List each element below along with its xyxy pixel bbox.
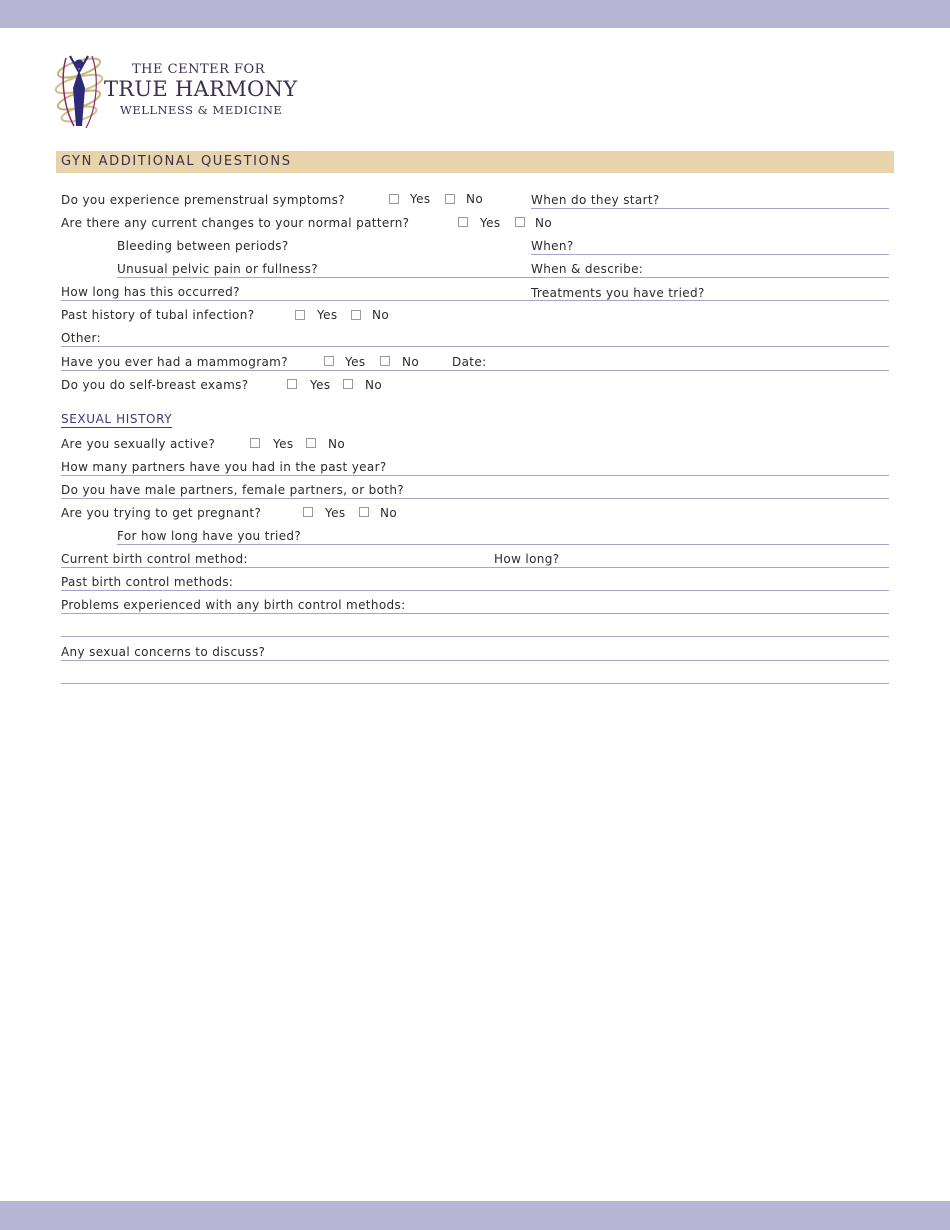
current-bc-label: Current birth control method: — [61, 552, 248, 566]
row-self-breast — [61, 373, 889, 396]
row-premenstrual — [61, 188, 889, 211]
self-breast-yes-label: Yes — [310, 378, 331, 392]
row-how-long-tried — [61, 524, 889, 547]
row-bleeding — [61, 234, 889, 257]
row-problems-bc — [61, 593, 889, 616]
problems-bc-label: Problems experienced with any birth control methods: — [61, 598, 406, 612]
changes-yes-checkbox[interactable] — [458, 217, 468, 227]
pregnant-no-checkbox[interactable] — [359, 507, 369, 517]
when-start-line[interactable] — [531, 208, 889, 209]
mammogram-yes-checkbox[interactable] — [324, 356, 334, 366]
row-other — [61, 326, 889, 349]
row-problems-bc-extra — [61, 616, 889, 639]
self-breast-yes-checkbox[interactable] — [287, 379, 297, 389]
how-long-occurred-line[interactable] — [61, 300, 889, 301]
changes-yes-label: Yes — [480, 216, 501, 230]
logo-line-1: THE CENTER FOR — [132, 62, 265, 77]
changes-label: Are there any current changes to your normal pattern? — [61, 216, 410, 230]
row-mammogram — [61, 350, 889, 373]
row-pregnant — [61, 501, 889, 524]
changes-no-label: No — [535, 216, 553, 230]
when-describe-label: When & describe: — [531, 262, 644, 276]
row-pelvic — [61, 257, 889, 280]
row-sexually-active — [61, 432, 889, 455]
pelvic-line[interactable] — [117, 277, 531, 278]
tubal-no-checkbox[interactable] — [351, 310, 361, 320]
logo-line-3: WELLNESS & MEDICINE — [120, 103, 283, 117]
section-header-bar — [56, 151, 894, 173]
current-bc-line[interactable] — [61, 567, 889, 568]
problems-bc-extra-line[interactable] — [61, 636, 889, 637]
sexual-history-heading: SEXUAL HISTORY — [61, 412, 173, 426]
partner-gender-label: Do you have male partners, female partners, or both? — [61, 483, 405, 497]
premenstrual-label: Do you experience premenstrual symptoms? — [61, 193, 345, 207]
changes-no-checkbox[interactable] — [515, 217, 525, 227]
other-line[interactable] — [61, 346, 889, 347]
bottom-band — [0, 1201, 950, 1230]
self-breast-label: Do you do self-breast exams? — [61, 378, 249, 392]
mammogram-no-checkbox[interactable] — [380, 356, 390, 366]
tubal-no-label: No — [372, 308, 390, 322]
past-bc-line[interactable] — [61, 590, 889, 591]
problems-bc-line[interactable] — [61, 613, 889, 614]
tubal-yes-checkbox[interactable] — [295, 310, 305, 320]
bleeding-label: Bleeding between periods? — [117, 239, 289, 253]
premenstrual-yes-label: Yes — [410, 192, 431, 206]
how-long-tried-line[interactable] — [117, 544, 889, 545]
top-band — [0, 0, 950, 28]
row-concerns — [61, 640, 889, 663]
partner-gender-line[interactable] — [61, 498, 889, 499]
partners-line[interactable] — [61, 475, 889, 476]
sexually-active-yes-checkbox[interactable] — [250, 438, 260, 448]
concerns-line[interactable] — [61, 660, 889, 661]
row-partner-gender — [61, 478, 889, 501]
row-partners — [61, 455, 889, 478]
row-current-bc — [61, 547, 889, 570]
row-changes — [61, 211, 889, 234]
logo — [52, 48, 298, 134]
how-long-occurred-label: How long has this occurred? — [61, 285, 240, 299]
concerns-extra-line[interactable] — [61, 683, 889, 684]
row-tubal — [61, 303, 889, 326]
pelvic-label: Unusual pelvic pain or fullness? — [117, 262, 318, 276]
pregnant-no-label: No — [380, 506, 398, 520]
when-describe-line[interactable] — [531, 277, 889, 278]
sexually-active-yes-label: Yes — [273, 437, 294, 451]
sexually-active-label: Are you sexually active? — [61, 437, 216, 451]
premenstrual-no-label: No — [466, 192, 484, 206]
past-bc-label: Past birth control methods: — [61, 575, 234, 589]
concerns-label: Any sexual concerns to discuss? — [61, 645, 266, 659]
mammogram-line[interactable] — [61, 370, 889, 371]
true-harmony-emblem-icon — [52, 48, 108, 134]
row-past-bc — [61, 570, 889, 593]
when-start-label: When do they start? — [531, 193, 660, 207]
premenstrual-yes-checkbox[interactable] — [389, 194, 399, 204]
sexually-active-no-checkbox[interactable] — [306, 438, 316, 448]
self-breast-no-label: No — [365, 378, 383, 392]
premenstrual-no-checkbox[interactable] — [445, 194, 455, 204]
row-concerns-extra — [61, 663, 889, 686]
mammogram-label: Have you ever had a mammogram? — [61, 355, 288, 369]
tubal-label: Past history of tubal infection? — [61, 308, 255, 322]
pregnant-yes-label: Yes — [325, 506, 346, 520]
treatments-label: Treatments you have tried? — [531, 286, 705, 300]
self-breast-no-checkbox[interactable] — [343, 379, 353, 389]
when-label: When? — [531, 239, 574, 253]
section-title: GYN ADDITIONAL QUESTIONS — [61, 154, 292, 169]
mammogram-no-label: No — [402, 355, 420, 369]
logo-line-2: TRUE HARMONY — [104, 77, 298, 101]
tubal-yes-label: Yes — [317, 308, 338, 322]
mammogram-date-label: Date: — [452, 355, 487, 369]
sexually-active-no-label: No — [328, 437, 346, 451]
when-line[interactable] — [531, 254, 889, 255]
pregnant-label: Are you trying to get pregnant? — [61, 506, 262, 520]
pregnant-yes-checkbox[interactable] — [303, 507, 313, 517]
row-how-long-occurred — [61, 280, 889, 303]
mammogram-yes-label: Yes — [345, 355, 366, 369]
how-long-tried-label: For how long have you tried? — [117, 529, 302, 543]
other-label: Other: — [61, 331, 102, 345]
partners-label: How many partners have you had in the past year? — [61, 460, 387, 474]
how-long-label: How long? — [494, 552, 560, 566]
